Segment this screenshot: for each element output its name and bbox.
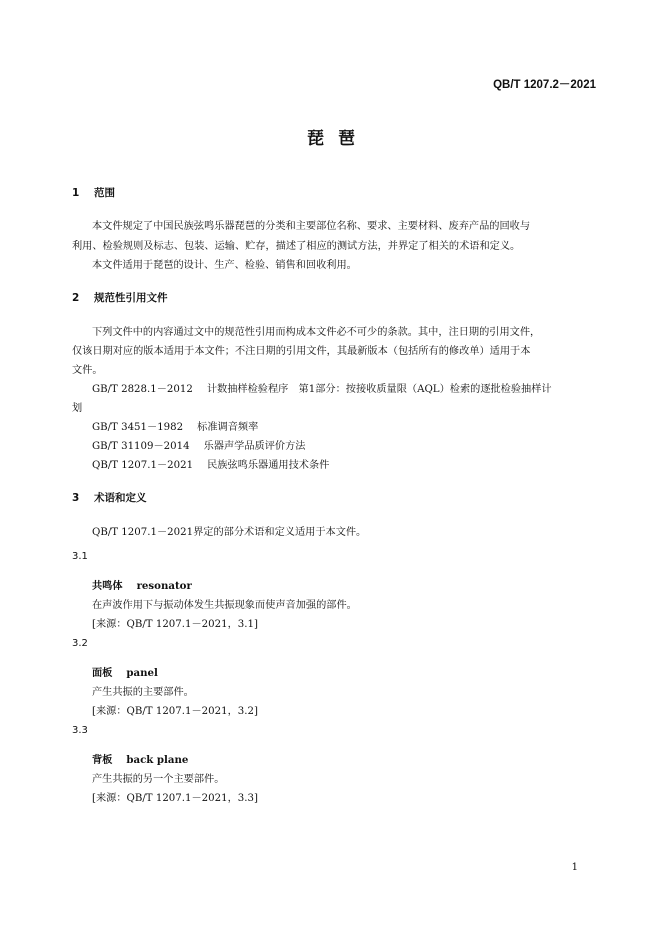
- term-definition: 在声波作用下与振动体发生共振现象而使声音加强的部件。: [92, 600, 357, 611]
- standard-code: QB/T 1207.2－2021: [493, 79, 596, 91]
- section-1-heading: [72, 185, 115, 200]
- term-definition: 产生共振的主要部件。: [92, 687, 194, 698]
- reference-code: GB/T 3451－1982: [92, 422, 184, 433]
- section-number: 3: [72, 492, 80, 504]
- section-title: 术语和定义: [94, 492, 147, 504]
- reference-item: [92, 456, 329, 471]
- term-number: 3.1: [72, 551, 88, 562]
- document-title: 琵琶: [307, 129, 369, 149]
- reference-title: 乐器声学品质评价方法: [203, 441, 306, 452]
- reference-item: [92, 418, 258, 433]
- term-number: 3.3: [72, 725, 88, 736]
- section-2-paragraph-line-1: 下列文件中的内容通过文中的规范性引用而构成本文件必不可少的条款。其中，注日期的引用文件，: [92, 327, 541, 338]
- term-english: back plane: [126, 754, 189, 766]
- section-number: 1: [72, 187, 80, 199]
- term-chinese: 共鸣体: [92, 581, 123, 592]
- reference-title: 计数抽样检验程序 第1部分：按接收质量限（AQL）检索的逐批检验抽样计: [206, 384, 552, 395]
- section-1-paragraph-1-line-2: 利用、检验规则及标志、包装、运输、贮存，描述了相应的测试方法，并界定了相关的术语和定义。: [72, 241, 521, 252]
- section-title: 规范性引用文件: [94, 292, 168, 304]
- reference-code: GB/T 2828.1－2012: [92, 384, 193, 395]
- reference-title: 民族弦鸣乐器通用技术条件: [207, 460, 330, 471]
- term-heading: [92, 751, 188, 766]
- term-number: 3.2: [72, 638, 88, 649]
- reference-item: [92, 380, 552, 395]
- section-2-paragraph-line-2: 仅该日期对应的版本适用于本文件；不注日期的引用文件，其最新版本（包括所有的修改单）适用于本: [72, 346, 531, 357]
- section-1-paragraph-2: 本文件适用于琵琶的设计、生产、检验、销售和回收利用。: [92, 260, 357, 271]
- section-title: 范围: [94, 187, 115, 199]
- term-source: [来源：QB/T 1207.1－2021，3.1]: [92, 619, 258, 630]
- term-english: resonator: [136, 580, 192, 592]
- reference-title-continuation: 划: [72, 403, 83, 414]
- term-source: [来源：QB/T 1207.1－2021，3.2]: [92, 706, 258, 717]
- reference-item: [92, 437, 306, 452]
- page-number: 1: [571, 862, 578, 873]
- section-2-paragraph-line-3: 文件。: [72, 365, 103, 376]
- section-1-paragraph-1-line-1: 本文件规定了中国民族弦鸣乐器琵琶的分类和主要部位名称、要求、主要材料、废弃产品的回收与: [92, 221, 531, 232]
- term-heading: [92, 577, 192, 592]
- term-definition: 产生共振的另一个主要部件。: [92, 774, 225, 785]
- reference-code: QB/T 1207.1－2021: [92, 460, 194, 471]
- term-source: [来源：QB/T 1207.1－2021，3.3]: [92, 793, 258, 804]
- section-number: 2: [72, 292, 80, 304]
- term-chinese: 面板: [92, 668, 113, 679]
- term-chinese: 背板: [92, 755, 113, 766]
- section-3-heading: [72, 490, 147, 505]
- term-english: panel: [126, 667, 158, 679]
- section-3-intro: QB/T 1207.1－2021界定的部分术语和定义适用于本文件。: [92, 527, 367, 538]
- term-heading: [92, 664, 158, 679]
- reference-title: 标准调音频率: [197, 422, 259, 433]
- section-2-heading: [72, 290, 168, 305]
- reference-code: GB/T 31109－2014: [92, 441, 190, 452]
